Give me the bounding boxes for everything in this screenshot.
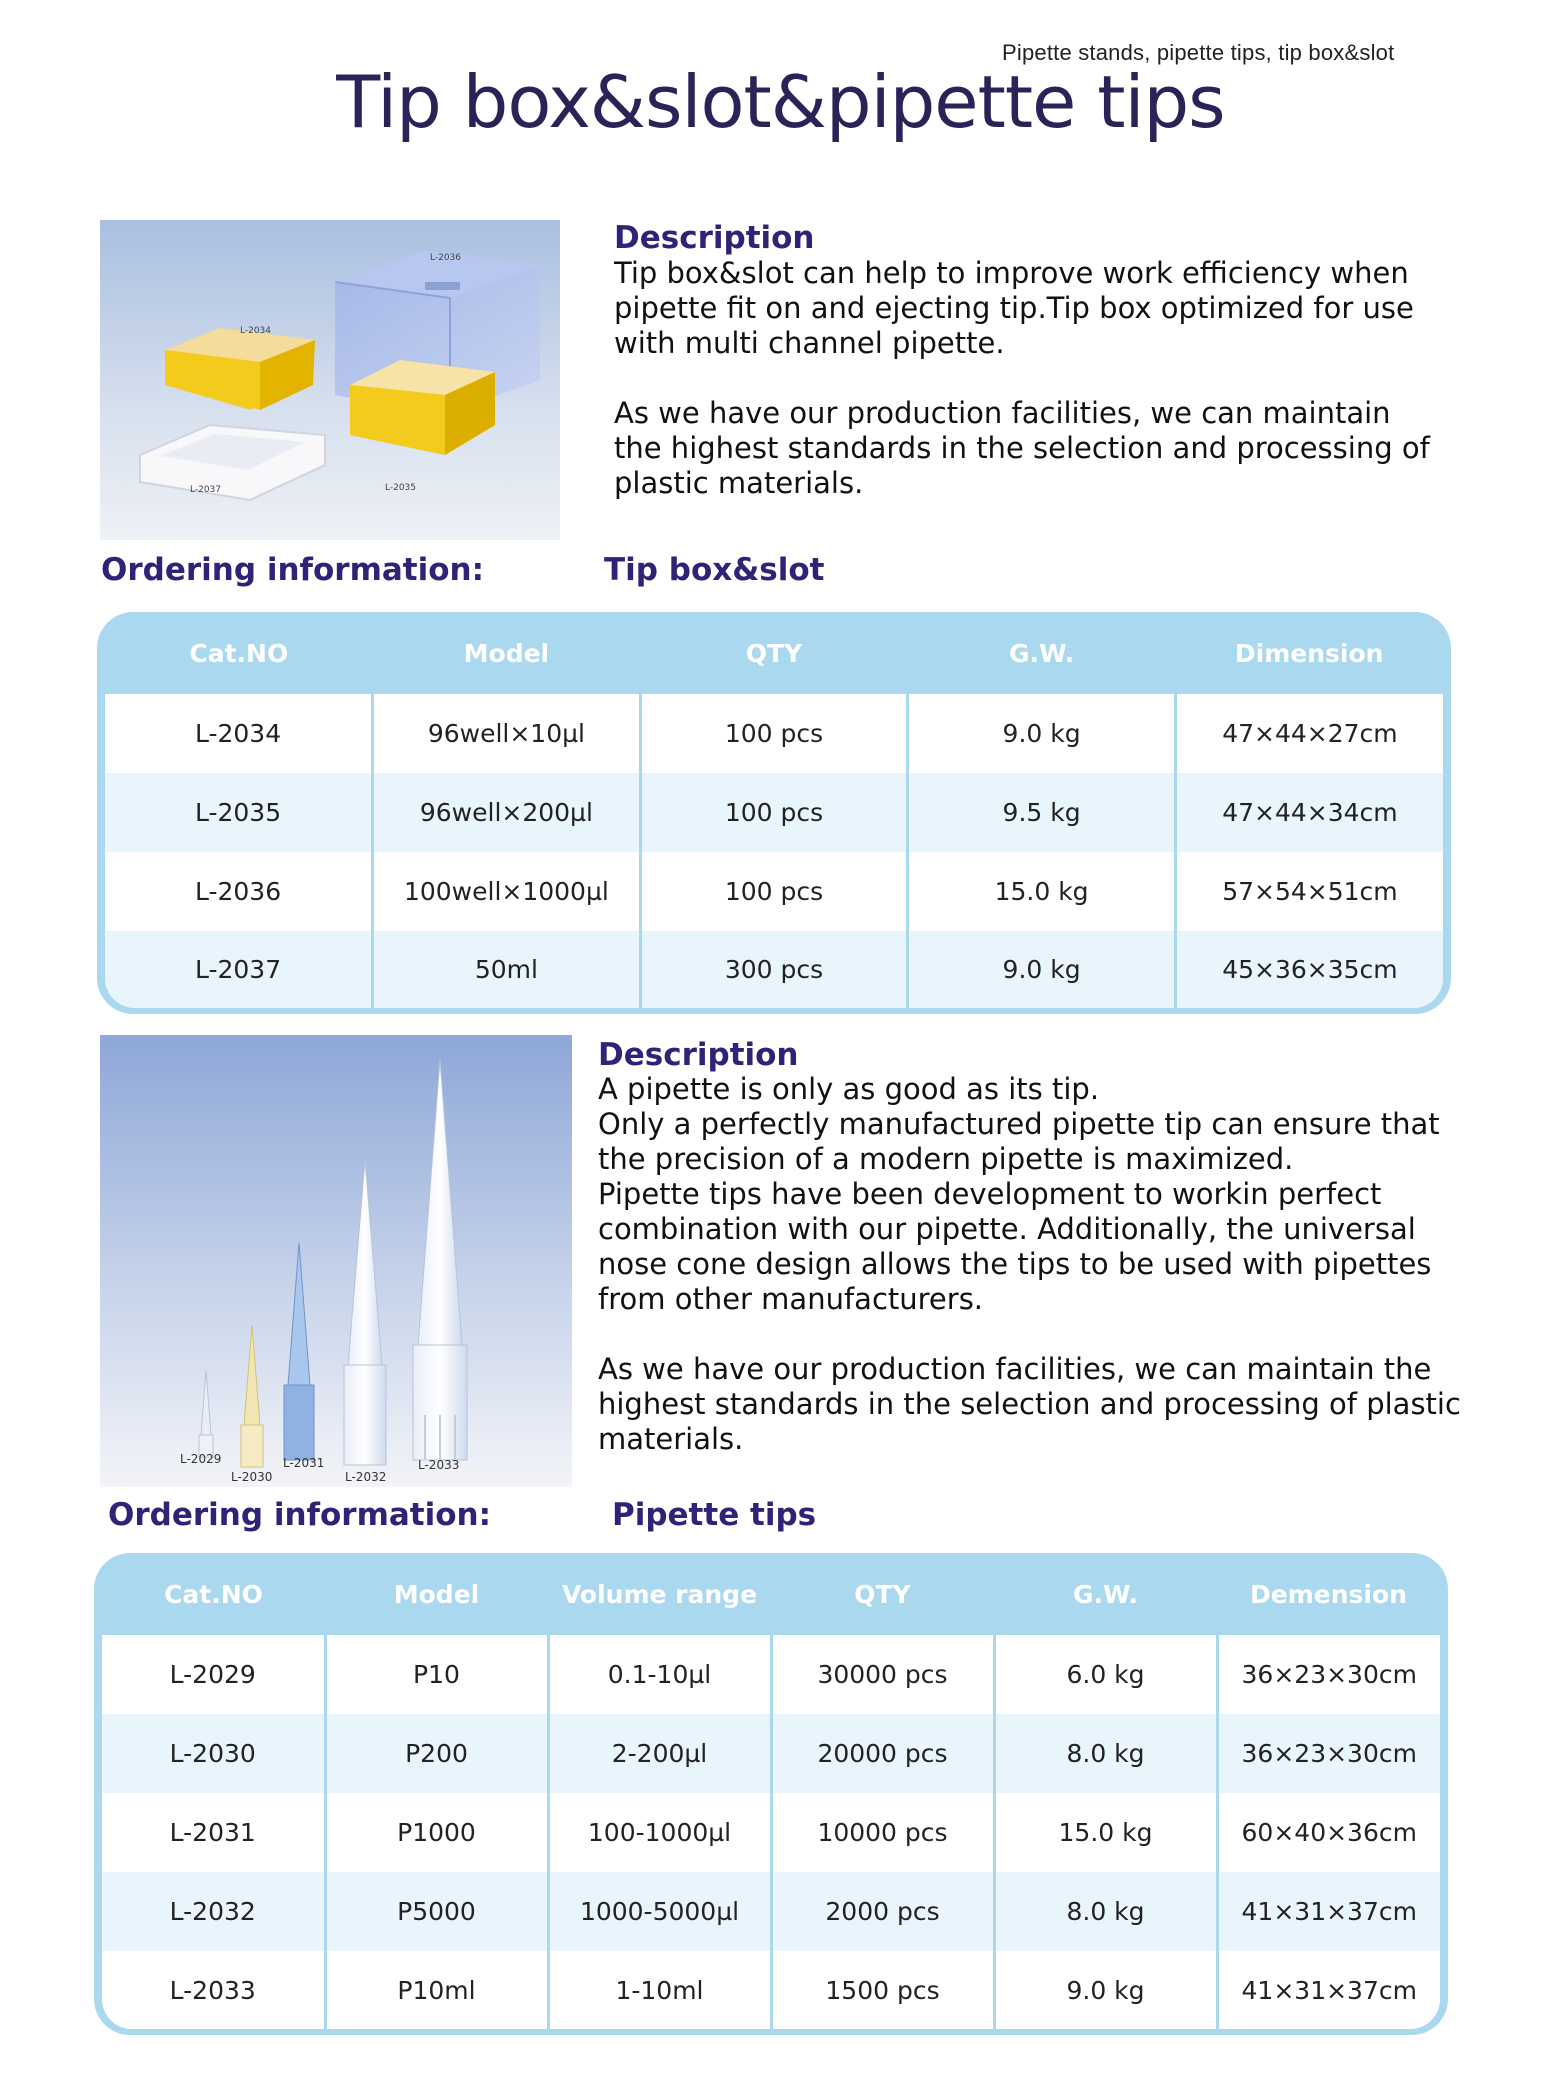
table-cell: 41×31×37cm xyxy=(1217,1872,1440,1951)
table-header-row xyxy=(102,1553,1440,1635)
table-cell: 300 pcs xyxy=(640,931,908,1008)
description-line: the precision of a modern pipette is maximized. xyxy=(598,1142,1294,1176)
photo-label: L-2036 xyxy=(430,253,462,263)
description-line: As we have our production facilities, we can maintain xyxy=(614,396,1391,430)
photo-label: L-2031 xyxy=(283,1456,325,1470)
table-cell: L-2033 xyxy=(102,1951,325,2029)
table-cell: 45×36×35cm xyxy=(1175,931,1443,1008)
description-line: from other manufacturers. xyxy=(598,1282,984,1316)
description-line: pipette fit on and ejecting tip.Tip box optimized for use xyxy=(614,291,1414,325)
photo-label: L-2033 xyxy=(418,1458,460,1472)
column-header: QTY xyxy=(854,1579,911,1609)
table-cell: 100 pcs xyxy=(640,694,908,773)
table-cell: 2-200µl xyxy=(548,1714,771,1793)
column-header: Model xyxy=(393,1579,480,1609)
page-title: Tip box&slot&pipette tips xyxy=(336,60,1225,144)
table-cell: 20000 pcs xyxy=(771,1714,994,1793)
ordering-heading: Ordering information: xyxy=(101,552,485,588)
table-cell: 1-10ml xyxy=(548,1951,771,2029)
description-heading: Description xyxy=(614,220,815,256)
table-body xyxy=(105,694,1443,1008)
table-cell: 9.0 kg xyxy=(908,694,1176,773)
photo-label: L-2037 xyxy=(190,485,222,495)
table-cell: 6.0 kg xyxy=(994,1635,1217,1714)
description-line: with multi channel pipette. xyxy=(614,326,1005,360)
table-cell: 1000-5000µl xyxy=(548,1872,771,1951)
table-cell: 100 pcs xyxy=(640,773,908,852)
table-cell: L-2029 xyxy=(102,1635,325,1714)
table-row xyxy=(102,1793,1440,1872)
photo-label: L-2034 xyxy=(240,326,272,336)
table-cell: 15.0 kg xyxy=(908,852,1176,931)
table-heading: Tip box&slot xyxy=(604,552,825,588)
column-header: Model xyxy=(463,638,550,668)
table-row xyxy=(102,1714,1440,1793)
table-row xyxy=(105,773,1443,852)
table-cell: P10ml xyxy=(325,1951,548,2029)
table-cell: 36×23×30cm xyxy=(1217,1714,1440,1793)
description-line: nose cone design allows the tips to be used with pipettes xyxy=(598,1247,1432,1281)
table-cell: P5000 xyxy=(325,1872,548,1951)
photo-label: L-2032 xyxy=(345,1470,387,1484)
photo-label: L-2029 xyxy=(180,1452,222,1466)
table-cell: 8.0 kg xyxy=(994,1872,1217,1951)
description-line: plastic materials. xyxy=(614,466,864,500)
pipette-tips-photo xyxy=(100,1035,572,1487)
table-cell: 100 pcs xyxy=(640,852,908,931)
table-cell: 96well×200µl xyxy=(373,773,641,852)
description-line: As we have our production facilities, we can maintain the xyxy=(598,1352,1432,1386)
table-cell: 9.0 kg xyxy=(994,1951,1217,2029)
table-row xyxy=(102,1951,1440,2029)
column-header: Volume range xyxy=(561,1579,758,1609)
table-cell: L-2035 xyxy=(105,773,373,852)
ordering-heading: Ordering information: xyxy=(108,1497,492,1533)
table-cell: 100-1000µl xyxy=(548,1793,771,1872)
table-cell: 41×31×37cm xyxy=(1217,1951,1440,2029)
column-header: QTY xyxy=(745,638,803,668)
table-cell: 9.5 kg xyxy=(908,773,1176,852)
table-cell: 36×23×30cm xyxy=(1217,1635,1440,1714)
column-header: G.W. xyxy=(1072,1579,1139,1609)
table-cell: P10 xyxy=(325,1635,548,1714)
table-cell: 8.0 kg xyxy=(994,1714,1217,1793)
column-header: Dimension xyxy=(1234,638,1384,668)
page-subtitle: Pipette stands, pipette tips, tip box&slot xyxy=(1002,40,1395,65)
table-cell: 15.0 kg xyxy=(994,1793,1217,1872)
table-cell: 96well×10µl xyxy=(373,694,641,773)
table-cell: 100well×1000µl xyxy=(373,852,641,931)
table-row xyxy=(105,852,1443,931)
photo-label: L-2035 xyxy=(385,483,417,493)
table-cell: 1500 pcs xyxy=(771,1951,994,2029)
table-row xyxy=(102,1635,1440,1714)
tip-box-photo xyxy=(100,220,560,540)
table-heading: Pipette tips xyxy=(612,1497,817,1533)
description-line: materials. xyxy=(598,1422,744,1456)
table-cell: 10000 pcs xyxy=(771,1793,994,1872)
table-cell: 47×44×34cm xyxy=(1175,773,1443,852)
description-line: A pipette is only as good as its tip. xyxy=(598,1072,1100,1106)
table-row xyxy=(102,1872,1440,1951)
table-header-row xyxy=(105,612,1443,694)
table-cell: L-2030 xyxy=(102,1714,325,1793)
table-cell: L-2032 xyxy=(102,1872,325,1951)
table-cell: L-2031 xyxy=(102,1793,325,1872)
column-header: Cat.NO xyxy=(189,638,289,668)
table-cell: 30000 pcs xyxy=(771,1635,994,1714)
column-header: Cat.NO xyxy=(164,1579,263,1609)
table-row xyxy=(105,694,1443,773)
table-cell: L-2036 xyxy=(105,852,373,931)
description-text xyxy=(614,256,1430,501)
table-cell: 47×44×27cm xyxy=(1175,694,1443,773)
table-body xyxy=(102,1635,1440,2029)
table-cell: L-2034 xyxy=(105,694,373,773)
column-header: G.W. xyxy=(1009,638,1075,668)
tip-box-table xyxy=(97,612,1451,1014)
description-line: combination with our pipette. Additionally, the universal xyxy=(598,1212,1416,1246)
description-line: the highest standards in the selection and processing of xyxy=(614,431,1430,465)
table-row xyxy=(105,931,1443,1008)
table-cell: P1000 xyxy=(325,1793,548,1872)
photo-label: L-2030 xyxy=(231,1470,273,1484)
pipette-tips-table xyxy=(94,1553,1448,2035)
description-line: Only a perfectly manufactured pipette tip can ensure that xyxy=(598,1107,1440,1141)
table-cell: 50ml xyxy=(373,931,641,1008)
description-line: Tip box&slot can help to improve work efficiency when xyxy=(614,256,1409,290)
table-cell: L-2037 xyxy=(105,931,373,1008)
table-cell: P200 xyxy=(325,1714,548,1793)
description-heading: Description xyxy=(598,1037,799,1073)
description-line xyxy=(598,1317,1461,1352)
table-cell: 60×40×36cm xyxy=(1217,1793,1440,1872)
column-header: Demension xyxy=(1250,1579,1407,1609)
table-cell: 2000 pcs xyxy=(771,1872,994,1951)
table-cell: 0.1-10µl xyxy=(548,1635,771,1714)
table-cell: 9.0 kg xyxy=(908,931,1176,1008)
description-text xyxy=(598,1072,1461,1457)
table-cell: 57×54×51cm xyxy=(1175,852,1443,931)
description-line: Pipette tips have been development to workin perfect xyxy=(598,1177,1382,1211)
description-line: highest standards in the selection and processing of plastic xyxy=(598,1387,1461,1421)
description-line xyxy=(614,361,1430,396)
